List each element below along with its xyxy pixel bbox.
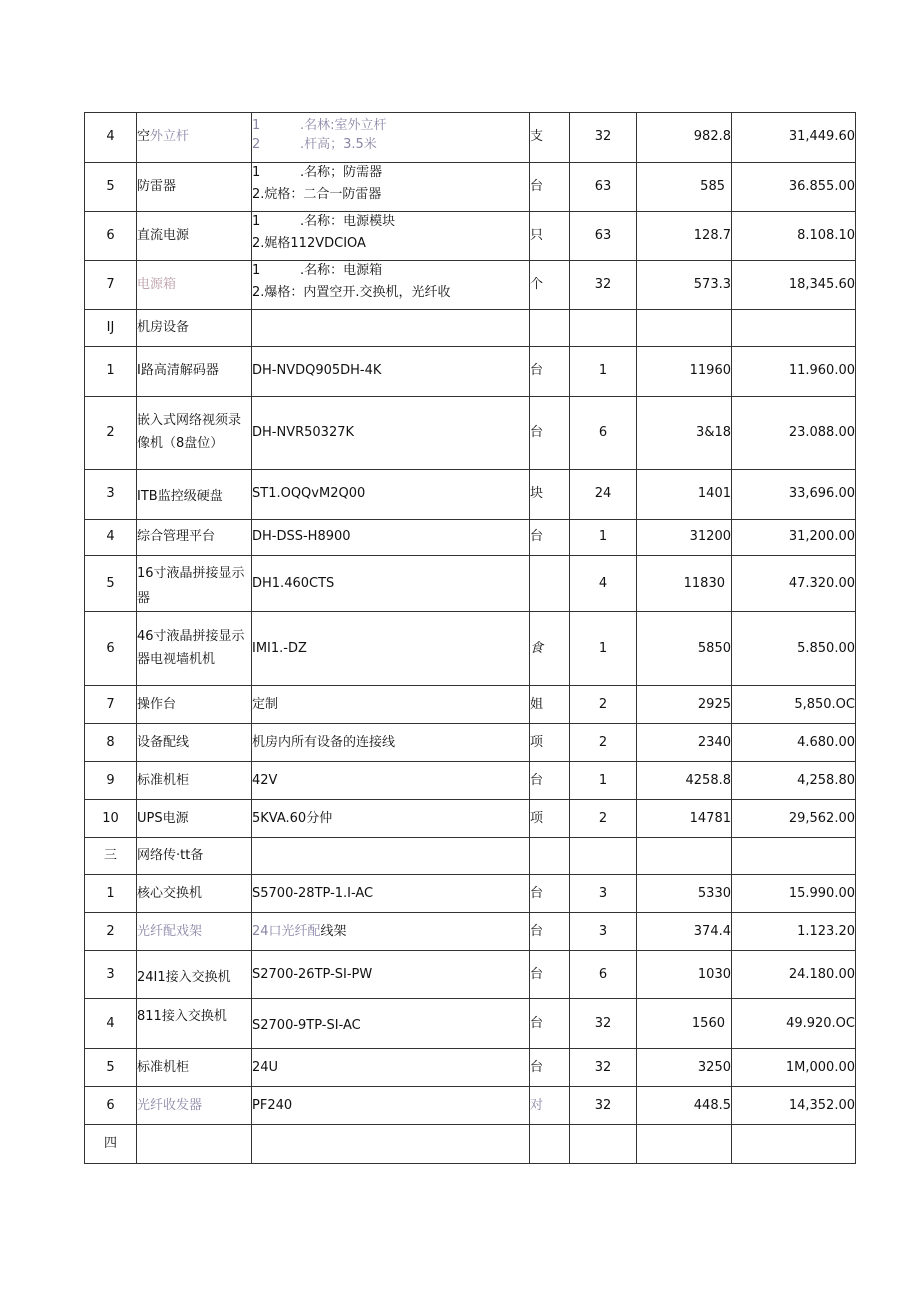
item-name: 光纤配戏架 [137, 913, 252, 951]
row-number: 2 [85, 913, 137, 951]
row-number: 三 [85, 838, 137, 875]
item-name: 机房设备 [137, 310, 252, 347]
item-spec: DH1.460CTS [252, 556, 530, 612]
unit: 台 [530, 875, 570, 913]
amount: 14,352.00 [732, 1087, 856, 1125]
item-name: 电源箱 [137, 261, 252, 310]
item-name: 核心交换机 [137, 875, 252, 913]
unit-price: 128.7 [637, 212, 732, 261]
row-number: 四 [85, 1125, 137, 1164]
item-spec: PF240 [252, 1087, 530, 1125]
unit-price: 2340 [637, 724, 732, 762]
row-number: 7 [85, 686, 137, 724]
item-name: 24I1接入交换机 [137, 951, 252, 999]
row-number: IJ [85, 310, 137, 347]
row-number: 3 [85, 470, 137, 520]
item-spec: 42V [252, 762, 530, 800]
quotation-table [84, 112, 856, 1164]
quantity: 1 [570, 762, 637, 800]
item-name: 标准机柜 [137, 1049, 252, 1087]
table-row [85, 951, 856, 999]
amount [732, 838, 856, 875]
unit-price: 448.5 [637, 1087, 732, 1125]
item-name: 16寸液晶拼接显示器 [137, 556, 252, 612]
amount: 23.088.00 [732, 397, 856, 470]
unit: 台 [530, 1049, 570, 1087]
row-number: 4 [85, 113, 137, 163]
row-number: 6 [85, 612, 137, 686]
item-spec [252, 212, 530, 261]
quantity: 1 [570, 347, 637, 397]
amount: 24.180.00 [732, 951, 856, 999]
spec-line1-text: .名林:室外立杆 [300, 117, 387, 133]
amount [732, 1125, 856, 1164]
unit-price [637, 838, 732, 875]
amount: 4.680.00 [732, 724, 856, 762]
item-name [137, 1125, 252, 1164]
unit: 项 [530, 800, 570, 838]
item-spec [252, 1125, 530, 1164]
unit-price: 14781 [637, 800, 732, 838]
unit: 台 [530, 163, 570, 212]
unit-price: 573.3 [637, 261, 732, 310]
unit: 食 [530, 612, 570, 686]
table-row [85, 556, 856, 612]
amount: 4,258.80 [732, 762, 856, 800]
unit: 台 [530, 951, 570, 999]
amount: 8.108.10 [732, 212, 856, 261]
amount: 5.850.00 [732, 612, 856, 686]
quantity: 32 [570, 1087, 637, 1125]
table-body [85, 113, 856, 1164]
unit [530, 838, 570, 875]
spec-line2-number: 2 [252, 137, 261, 152]
row-number: 2 [85, 397, 137, 470]
quantity: 2 [570, 724, 637, 762]
item-name: 网络传·tt备 [137, 838, 252, 875]
unit: 对 [530, 1087, 570, 1125]
spec-line2-text: 2.娓格112VDCIOA [252, 236, 366, 251]
quantity: 6 [570, 397, 637, 470]
item-spec: ST1.OQQvM2Q00 [252, 470, 530, 520]
item-spec: 机房内所有设备的连接线 [252, 724, 530, 762]
row-number: 8 [85, 724, 137, 762]
unit-price: 1030 [637, 951, 732, 999]
row-number: 10 [85, 800, 137, 838]
unit-price [637, 1125, 732, 1164]
unit-price: 374.4 [637, 913, 732, 951]
quantity: 1 [570, 612, 637, 686]
table-row [85, 163, 856, 212]
item-name: 操作台 [137, 686, 252, 724]
table-row [85, 1049, 856, 1087]
item-spec: DH-DSS-H8900 [252, 520, 530, 556]
row-number: 5 [85, 556, 137, 612]
unit: 支 [530, 113, 570, 163]
table-row [85, 875, 856, 913]
amount [732, 310, 856, 347]
quantity: 4 [570, 556, 637, 612]
item-spec: 定制 [252, 686, 530, 724]
amount: 1M,000.00 [732, 1049, 856, 1087]
unit [530, 310, 570, 347]
row-number: 1 [85, 347, 137, 397]
item-name: UPS电源 [137, 800, 252, 838]
table-row [85, 261, 856, 310]
spec-line1-number: 1 [252, 117, 261, 133]
unit: 台 [530, 397, 570, 470]
item-name: 46寸液晶拼接显示器电视墙机机 [137, 612, 252, 686]
table-row [85, 212, 856, 261]
item-name: 标准机柜 [137, 762, 252, 800]
item-name: 空外立杆 [137, 113, 252, 163]
quantity: 32 [570, 999, 637, 1049]
row-number: 9 [85, 762, 137, 800]
unit [530, 556, 570, 612]
spec-prefix: 24口光纤配 [252, 923, 321, 939]
unit-price: 1560 [637, 999, 732, 1049]
item-spec [252, 913, 530, 951]
item-name: 811接入交换机 [137, 999, 252, 1049]
unit-price: 5330 [637, 875, 732, 913]
amount: 18,345.60 [732, 261, 856, 310]
quantity: 32 [570, 261, 637, 310]
table-row [85, 310, 856, 347]
table-row [85, 762, 856, 800]
spec-line2-text: 2.烷格：二合一防雷器 [252, 187, 382, 202]
spec-line1-text: .名称；防需器 [300, 164, 383, 180]
unit [530, 1125, 570, 1164]
table-row [85, 113, 856, 163]
unit-price: 11830 [637, 556, 732, 612]
item-spec [252, 310, 530, 347]
quantity: 3 [570, 875, 637, 913]
amount: 49.920.OC [732, 999, 856, 1049]
unit: 台 [530, 913, 570, 951]
unit: 姐 [530, 686, 570, 724]
amount: 5,850.OC [732, 686, 856, 724]
item-spec [252, 261, 530, 310]
item-spec: S2700-26TP-SI-PW [252, 951, 530, 999]
row-number: 4 [85, 520, 137, 556]
item-spec: 5KVA.60分仲 [252, 800, 530, 838]
item-spec: DH-NVR50327K [252, 397, 530, 470]
item-spec: DH-NVDQ905DH-4K [252, 347, 530, 397]
unit-price: 11960 [637, 347, 732, 397]
spec-line1-number: 1 [252, 262, 261, 278]
row-number: 3 [85, 951, 137, 999]
quantity: 63 [570, 163, 637, 212]
spec-line1-number: 1 [252, 213, 261, 229]
table-row [85, 347, 856, 397]
quantity: 63 [570, 212, 637, 261]
table-row [85, 612, 856, 686]
unit: 台 [530, 999, 570, 1049]
item-spec [252, 163, 530, 212]
row-number: 6 [85, 212, 137, 261]
spec-line1-text: .名称：电源箱 [300, 262, 383, 278]
amount: 15.990.00 [732, 875, 856, 913]
item-spec: IMI1.-DZ [252, 612, 530, 686]
item-name: 综合管理平台 [137, 520, 252, 556]
unit: 只 [530, 212, 570, 261]
quantity [570, 838, 637, 875]
quantity [570, 1125, 637, 1164]
unit-price: 585 [637, 163, 732, 212]
unit-price: 31200 [637, 520, 732, 556]
quantity: 24 [570, 470, 637, 520]
amount: 1.123.20 [732, 913, 856, 951]
item-name: 光纤收发器 [137, 1087, 252, 1125]
table-row [85, 999, 856, 1049]
unit-price: 5850 [637, 612, 732, 686]
table-row [85, 838, 856, 875]
spec-line2-text: .杆高；3.5米 [300, 137, 377, 152]
row-number: 1 [85, 875, 137, 913]
table-row [85, 397, 856, 470]
unit-price: 3&18 [637, 397, 732, 470]
unit: 块 [530, 470, 570, 520]
quantity: 6 [570, 951, 637, 999]
item-name: 防雷器 [137, 163, 252, 212]
item-name: 设备配线 [137, 724, 252, 762]
item-spec: S2700-9TP-SI-AC [252, 999, 530, 1049]
quantity: 32 [570, 1049, 637, 1087]
quantity: 3 [570, 913, 637, 951]
item-name: ITB监控级硬盘 [137, 470, 252, 520]
spec-line1-number: 1 [252, 164, 261, 180]
row-number: 5 [85, 1049, 137, 1087]
amount: 36.855.00 [732, 163, 856, 212]
unit-price [637, 310, 732, 347]
spec-line2-text: 2.爆格：内置空开.交换机，光纤收 [252, 285, 451, 300]
amount: 47.320.00 [732, 556, 856, 612]
unit: 项 [530, 724, 570, 762]
item-name: 嵌入式网络视须录像机（8盘位） [137, 397, 252, 470]
quantity: 2 [570, 686, 637, 724]
table-row [85, 800, 856, 838]
unit: 台 [530, 347, 570, 397]
amount: 33,696.00 [732, 470, 856, 520]
table-row [85, 520, 856, 556]
table-row [85, 1087, 856, 1125]
unit-price: 4258.8 [637, 762, 732, 800]
row-number: 4 [85, 999, 137, 1049]
item-spec [252, 838, 530, 875]
amount: 29,562.00 [732, 800, 856, 838]
spec-line1-text: .名称：电源模块 [300, 213, 396, 229]
table-row [85, 913, 856, 951]
row-number: 7 [85, 261, 137, 310]
quantity: 32 [570, 113, 637, 163]
unit: 台 [530, 762, 570, 800]
unit: 台 [530, 520, 570, 556]
row-number: 5 [85, 163, 137, 212]
unit-price: 982.8 [637, 113, 732, 163]
table-row [85, 686, 856, 724]
table-row [85, 724, 856, 762]
unit-price: 3250 [637, 1049, 732, 1087]
quantity: 2 [570, 800, 637, 838]
quantity: 1 [570, 520, 637, 556]
table-row [85, 470, 856, 520]
spec-suffix: 线架 [320, 923, 347, 939]
unit-price: 2925 [637, 686, 732, 724]
item-spec: 24U [252, 1049, 530, 1087]
item-name: I路高清解码器 [137, 347, 252, 397]
amount: 11.960.00 [732, 347, 856, 397]
row-number: 6 [85, 1087, 137, 1125]
item-spec [252, 113, 530, 163]
amount: 31,449.60 [732, 113, 856, 163]
unit-price: 1401 [637, 470, 732, 520]
item-name: 直流电源 [137, 212, 252, 261]
item-name-tail: 外立杆 [150, 129, 190, 145]
quantity [570, 310, 637, 347]
amount: 31,200.00 [732, 520, 856, 556]
table-row [85, 1125, 856, 1164]
unit: 个 [530, 261, 570, 310]
item-spec: S5700-28TP-1.I-AC [252, 875, 530, 913]
